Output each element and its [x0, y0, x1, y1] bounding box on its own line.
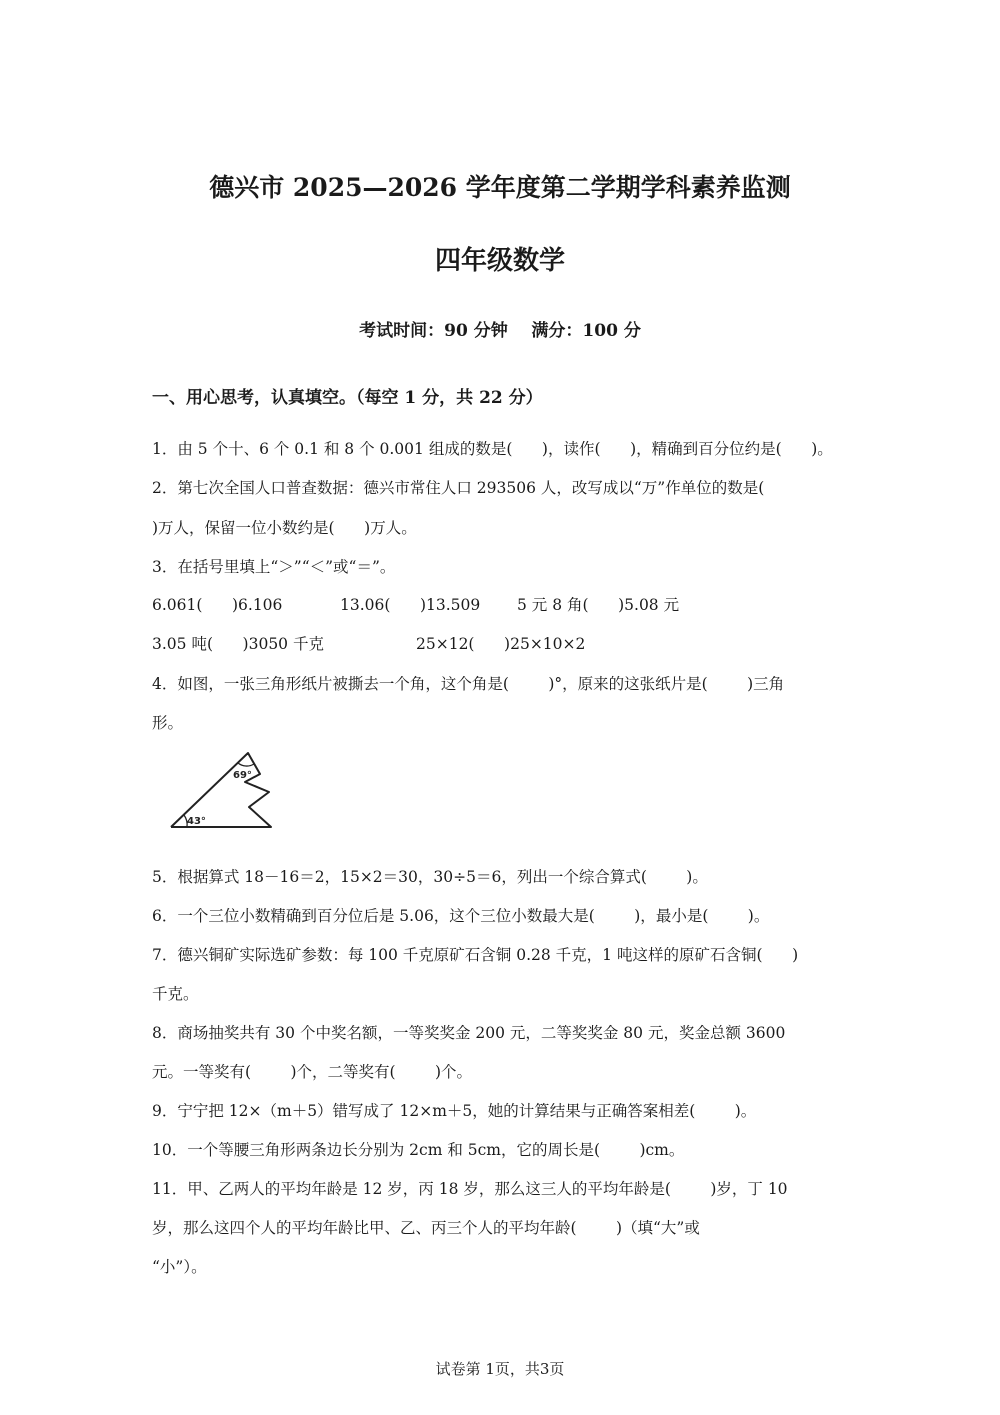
question-6: 6．一个三位小数精确到百分位后是 5.06，这个三位小数最大是( )，最小是( )。: [152, 907, 770, 925]
question-5: 5．根据算式 18－16＝2，15×2＝30，30÷5＝6，列出一个综合算式( )。: [152, 868, 708, 886]
top-angle-arc: [238, 763, 254, 766]
question-4-line-2: 形。: [152, 714, 184, 732]
q3-item-2: 13.06( )13.509: [340, 596, 481, 614]
question-7-line-1: 7．德兴铜矿实际选矿参数：每 100 千克原矿石含铜 0.28 千克，1 吨这样的原矿石含铜( ): [152, 946, 799, 964]
triangle-outline: [171, 753, 271, 827]
question-11-line-1: 11．甲、乙两人的平均年龄是 12 岁，丙 18 岁，那么这三人的平均年龄是( )岁，丁 10: [152, 1180, 788, 1198]
question-8-line-1: 8．商场抽奖共有 30 个中奖名额，一等奖奖金 200 元，二等奖奖金 80 元，奖金总额 3600: [152, 1024, 786, 1042]
question-10: 10．一个等腰三角形两条边长分别为 2cm 和 5cm，它的周长是( )cm。: [152, 1141, 685, 1159]
q3-item-5: 25×12( )25×10×2: [416, 635, 586, 653]
exam-info: 考试时间：90 分钟 满分：100 分: [359, 321, 641, 341]
question-2-line-2: )万人，保留一位小数约是( )万人。: [152, 519, 417, 537]
question-8-line-2: 元。一等奖有( )个，二等奖有( )个。: [152, 1063, 473, 1081]
question-3: 3．在括号里填上“＞”“＜”或“＝”。: [152, 558, 396, 576]
exam-title: 德兴市 2025—2026 学年度第二学期学科素养监测: [209, 173, 791, 202]
top-angle-label: 69°: [233, 770, 252, 781]
q3-item-1: 6.061( )6.106: [152, 596, 283, 614]
question-11-line-2: 岁，那么这四个人的平均年龄比甲、乙、丙三个人的平均年龄( )（填“大”或: [152, 1219, 700, 1237]
question-4-line-1: 4．如图，一张三角形纸片被撕去一个角，这个角是( )°，原来的这张纸片是( )三角: [152, 675, 785, 693]
torn-triangle-svg: [165, 748, 277, 832]
page-footer: 试卷第 1页，共3页: [435, 1360, 565, 1378]
torn-triangle-figure: [165, 748, 277, 832]
question-11-line-3: “小”）。: [152, 1258, 207, 1276]
exam-subtitle: 四年级数学: [434, 246, 565, 276]
question-2-line-1: 2．第七次全国人口普查数据：德兴市常住人口 293506 人，改写成以“万”作单位的数是(: [152, 479, 765, 497]
question-7-line-2: 千克。: [152, 985, 199, 1003]
q3-item-4: 3.05 吨( )3050 千克: [152, 635, 324, 653]
q3-item-3: 5 元 8 角( )5.08 元: [517, 596, 680, 614]
question-1: 1．由 5 个十、6 个 0.1 和 8 个 0.001 组成的数是( )，读作( )，精确到百分位约是( )。: [152, 440, 833, 458]
question-9: 9．宁宁把 12×（m＋5）错写成了 12×m＋5，她的计算结果与正确答案相差( )。: [152, 1102, 757, 1120]
left-angle-label: 43°: [187, 816, 206, 827]
section-heading: 一、用心思考，认真填空。（每空 1 分，共 22 分）: [152, 388, 543, 408]
